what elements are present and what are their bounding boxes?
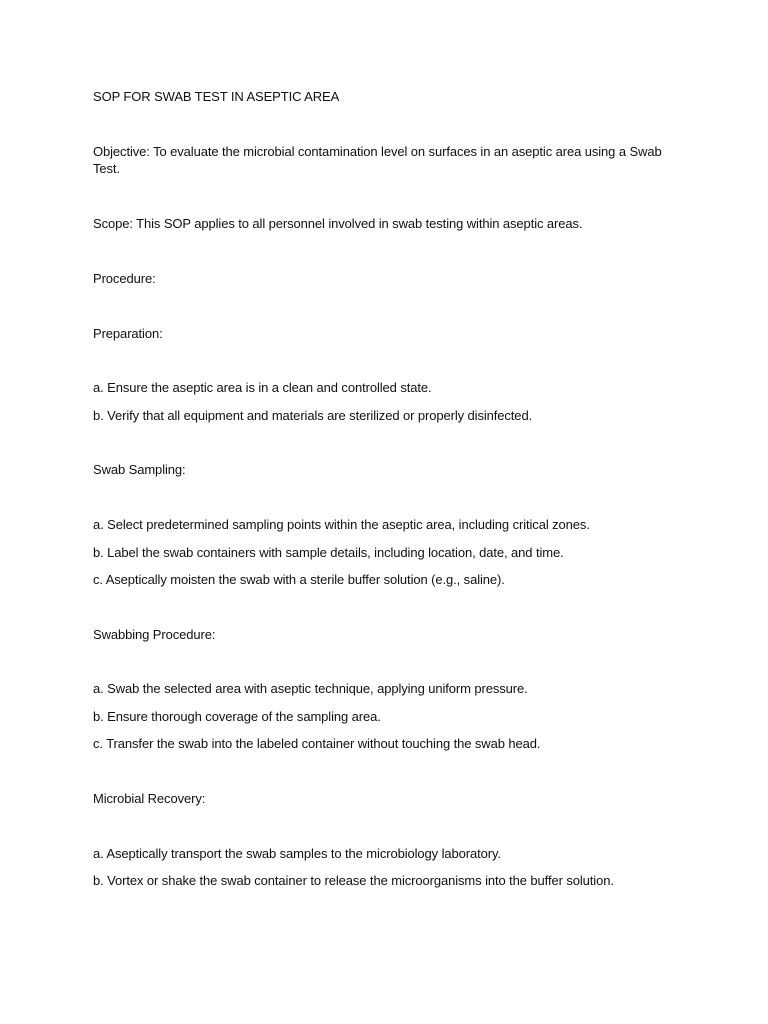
- list-item: c. Aseptically moisten the swab with a sterile buffer solution (e.g., saline).: [93, 572, 505, 587]
- list-item: c. Transfer the swab into the labeled container without touching the swab head.: [93, 736, 541, 751]
- scope-paragraph: Scope: This SOP applies to all personnel involved in swab testing within aseptic areas.: [93, 216, 583, 231]
- section-heading-microbial-recovery: Microbial Recovery:: [93, 791, 206, 806]
- list-item: b. Ensure thorough coverage of the sampling area.: [93, 709, 381, 724]
- document-title: SOP FOR SWAB TEST IN ASEPTIC AREA: [93, 89, 340, 104]
- list-item: a. Swab the selected area with aseptic technique, applying uniform pressure.: [93, 681, 528, 696]
- section-heading-swab-sampling: Swab Sampling:: [93, 462, 186, 477]
- list-item: a. Ensure the aseptic area is in a clean and controlled state.: [93, 380, 432, 395]
- list-item: a. Aseptically transport the swab samples to the microbiology laboratory.: [93, 846, 501, 861]
- list-item: a. Select predetermined sampling points within the aseptic area, including critical zones.: [93, 517, 590, 532]
- procedure-heading: Procedure:: [93, 271, 156, 286]
- objective-paragraph: Objective: To evaluate the microbial contamination level on surfaces in an aseptic area using a Swab Test.: [93, 144, 662, 176]
- section-heading-swabbing-procedure: Swabbing Procedure:: [93, 627, 216, 642]
- section-heading-preparation: Preparation:: [93, 326, 163, 341]
- list-item: b. Verify that all equipment and materials are sterilized or properly disinfected.: [93, 408, 533, 423]
- list-item: b. Label the swab containers with sample details, including location, date, and time.: [93, 545, 564, 560]
- list-item: b. Vortex or shake the swab container to release the microorganisms into the buffer solution.: [93, 873, 614, 888]
